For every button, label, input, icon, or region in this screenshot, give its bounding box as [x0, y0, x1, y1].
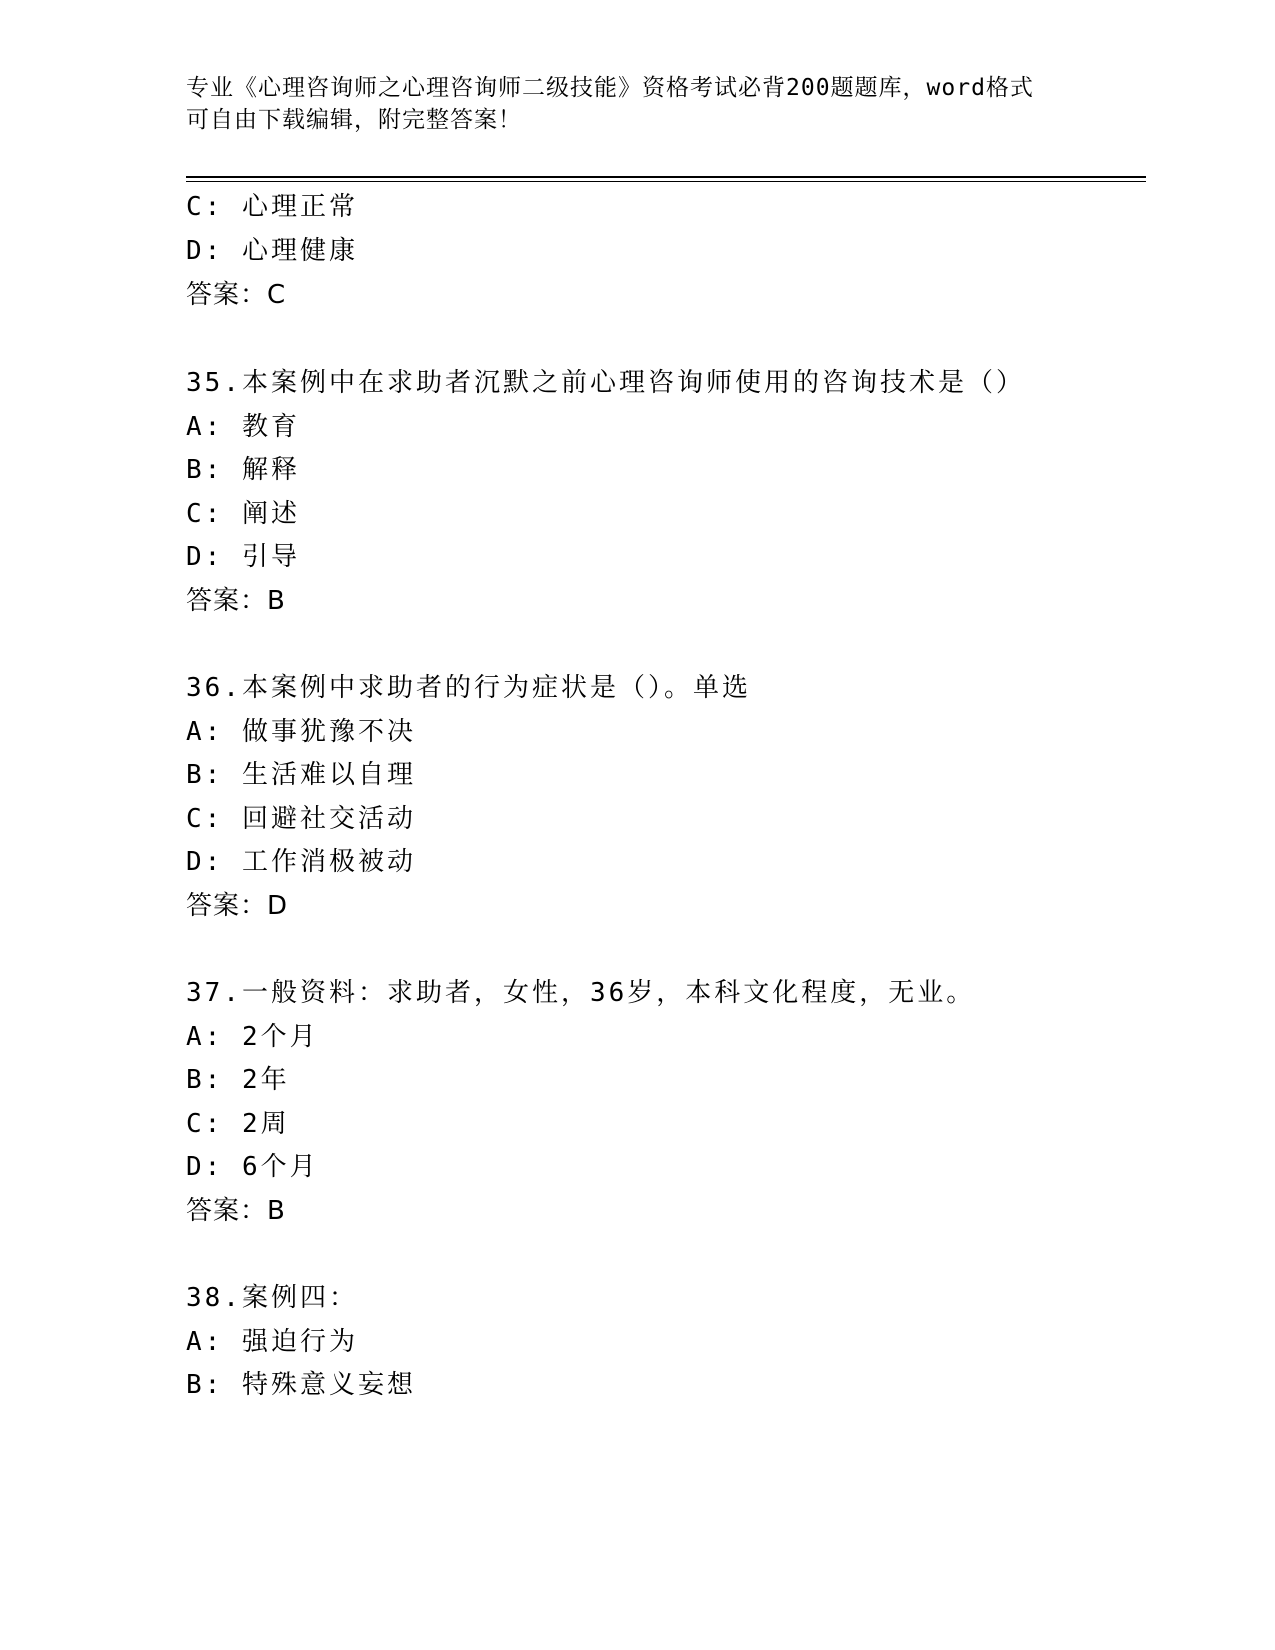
option-b: B: 解释	[186, 455, 300, 485]
option-b: B: 特殊意义妄想	[186, 1370, 416, 1400]
option-a: A: 强迫行为	[186, 1327, 358, 1357]
question-stem: 37.一般资料：求助者，女性，36岁，本科文化程度，无业。	[186, 978, 976, 1008]
document-header	[186, 72, 1086, 136]
option-d: D: 工作消极被动	[186, 847, 416, 877]
option-c: C: 回避社交活动	[186, 804, 416, 834]
option-a: A: 2个月	[186, 1022, 319, 1052]
option-c: C: 阐述	[186, 499, 300, 529]
option-a: A: 做事犹豫不决	[186, 717, 416, 747]
option-c: C: 2周	[186, 1109, 290, 1139]
question-stem: 38.案例四：	[186, 1283, 358, 1313]
option-d: D: 心理健康	[186, 236, 358, 266]
option-a: A: 教育	[186, 412, 300, 442]
answer-line: 答案：D	[186, 891, 289, 921]
answer-line: 答案：B	[186, 586, 286, 616]
header-line-1: 专业《心理咨询师之心理咨询师二级技能》资格考试必背200题题库，word格式	[186, 75, 1034, 101]
option-d: D: 6个月	[186, 1152, 319, 1182]
question-stem: 36.本案例中求助者的行为症状是（）。单选	[186, 673, 751, 703]
question-stem: 35.本案例中在求助者沉默之前心理咨询师使用的咨询技术是（）	[186, 368, 1025, 398]
option-c: C: 心理正常	[186, 192, 358, 222]
header-rule-thin	[186, 181, 1146, 182]
option-b: B: 2年	[186, 1065, 290, 1095]
option-d: D: 引导	[186, 542, 300, 572]
answer-line: 答案：C	[186, 280, 287, 310]
answer-line: 答案：B	[186, 1196, 286, 1226]
header-line-2: 可自由下载编辑，附完整答案！	[186, 107, 522, 133]
header-rule-thick	[186, 176, 1146, 178]
option-b: B: 生活难以自理	[186, 760, 416, 790]
